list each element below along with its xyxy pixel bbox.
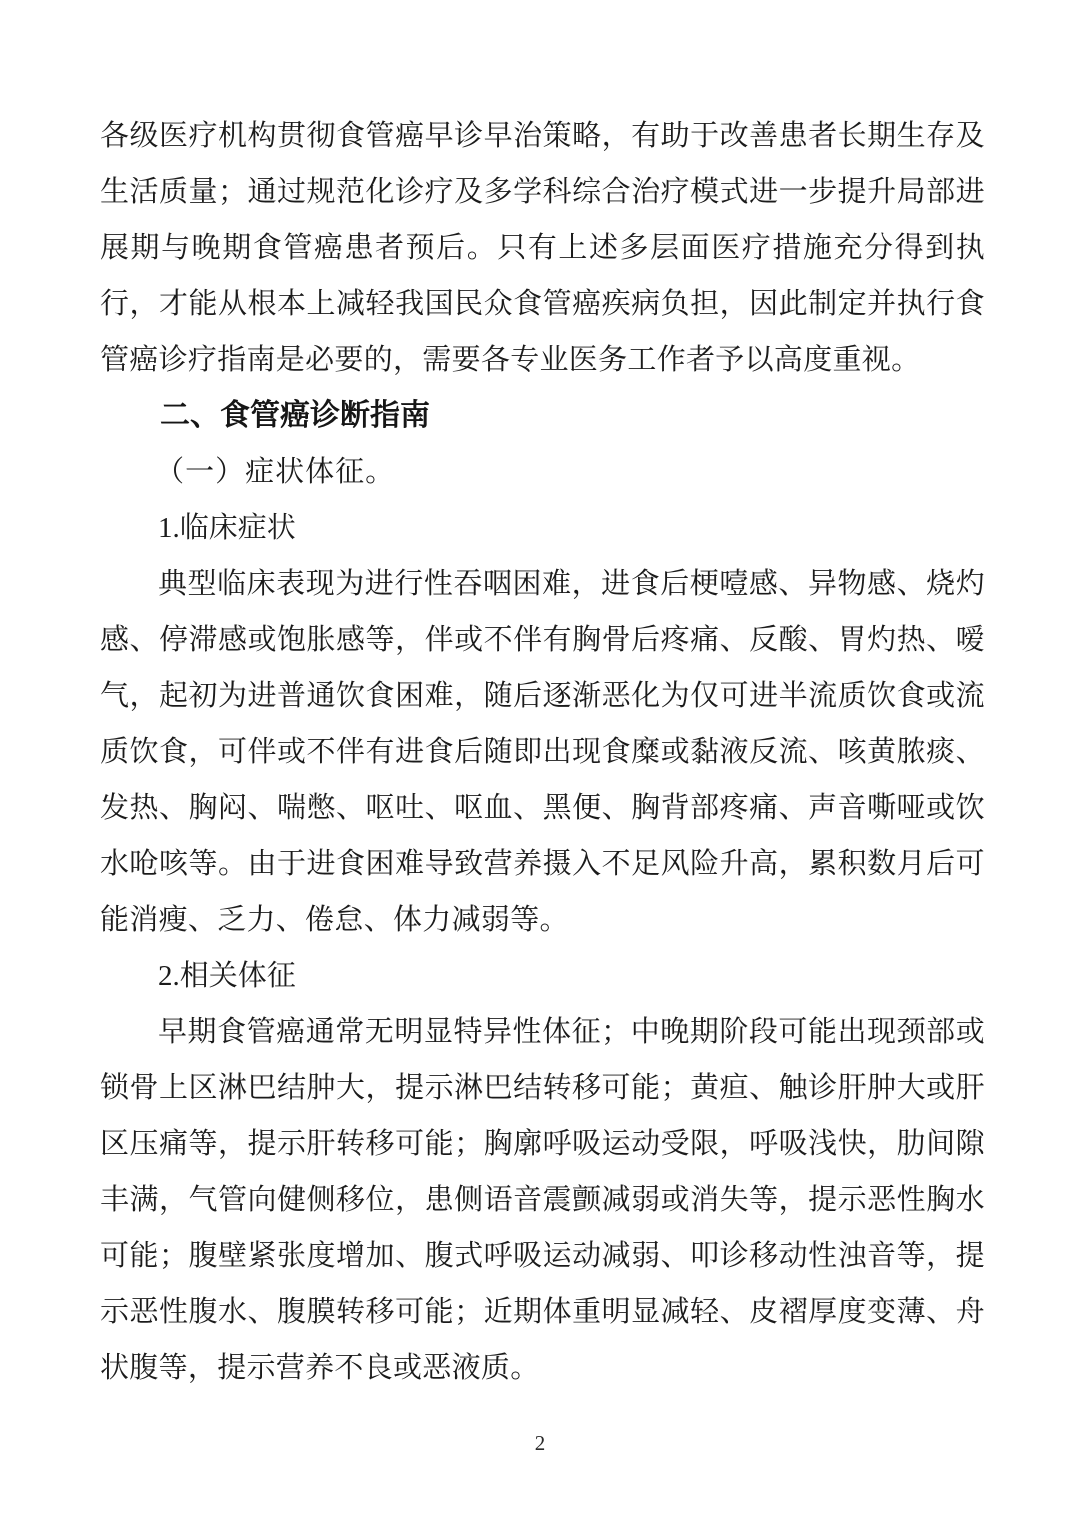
section-heading: 二、食管癌诊断指南	[160, 399, 430, 432]
item2-heading: 2.相关体征	[158, 960, 296, 992]
item1-heading: 1.临床症状	[158, 512, 296, 544]
intro-paragraph: 各级医疗机构贯彻食管癌早诊早治策略，有助于改善患者长期生存及生活质量；通过规范化诊疗及多学科综合治疗模式进一步提升局部进展期与晚期食管癌患者预后。只有上述多层面医疗措施充分得到执行，才能从根本上减轻我国民众食管癌疾病负担，因此制定并执行食管癌诊疗指南是必要的，需要各专业医务工作者予以高度重视。	[100, 120, 985, 376]
item2-paragraph: 早期食管癌通常无明显特异性体征；中晚期阶段可能出现颈部或锁骨上区淋巴结肿大，提示淋巴结转移可能；黄疸、触诊肝肿大或肝区压痛等，提示肝转移可能；胸廓呼吸运动受限，呼吸浅快，肋间隙丰满，气管向健侧移位，患侧语音震颤减弱或消失等，提示恶性胸水可能；腹壁紧张度增加、腹式呼吸运动减弱、叩诊移动性浊音等，提示恶性腹水、腹膜转移可能；近期体重明显减轻、皮褶厚度变薄、舟状腹等，提示营养不良或恶液质。	[100, 1016, 985, 1384]
item1-paragraph: 典型临床表现为进行性吞咽困难，进食后梗噎感、异物感、烧灼感、停滞感或饱胀感等，伴或不伴有胸骨后疼痛、反酸、胃灼热、嗳气，起初为进普通饮食困难，随后逐渐恶化为仅可进半流质饮食或流质饮食，可伴或不伴有进食后随即出现食糜或黏液反流、咳黄脓痰、发热、胸闷、喘憋、呕吐、呕血、黑便、胸背部疼痛、声音嘶哑或饮水呛咳等。由于进食困难导致营养摄入不足风险升高，累积数月后可能消瘦、乏力、倦怠、体力减弱等。	[100, 568, 985, 936]
page-number: 2	[534, 1431, 546, 1455]
subsection-heading: （一）症状体征。	[155, 456, 396, 488]
